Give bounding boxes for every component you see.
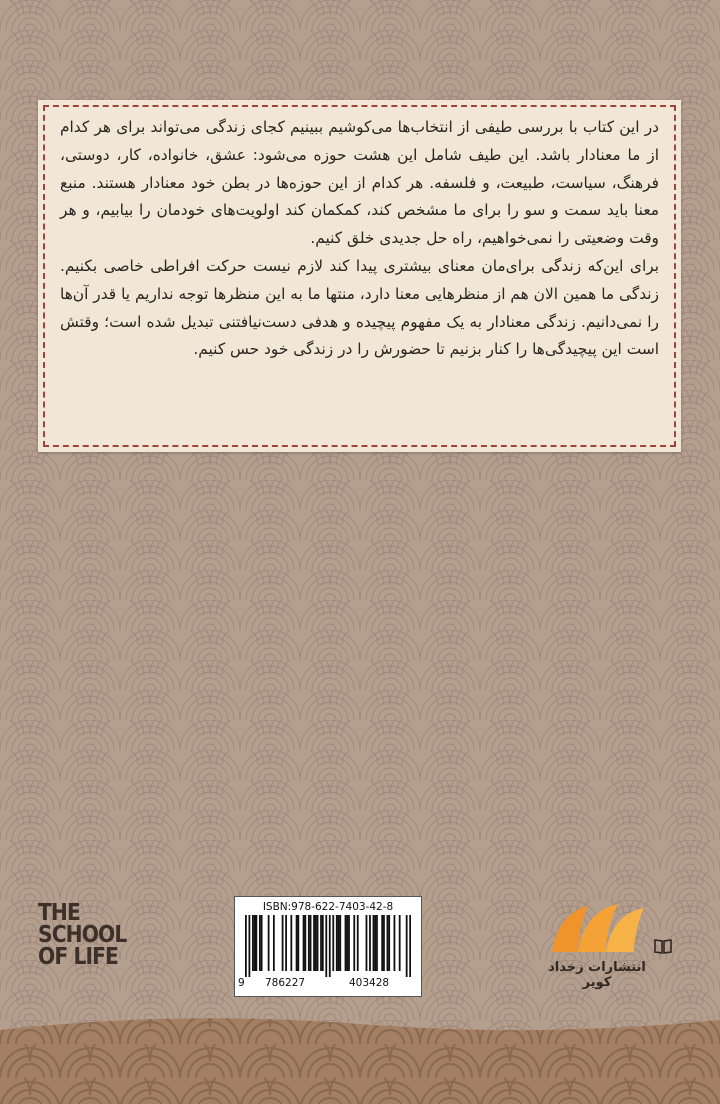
barcode-bar [353,915,355,971]
barcode-bar [273,915,275,971]
barcode-bar [310,915,312,971]
barcode-bar [338,915,340,971]
barcode-bar [317,915,319,971]
barcode-bar [254,915,256,971]
barcode-bars [245,915,411,977]
barcode-bar [346,915,348,971]
barcode-bar [336,915,338,971]
barcode-bar [297,915,299,971]
barcode-bar [290,915,292,971]
barcode-bar [357,915,359,971]
barcode-bar [296,915,298,971]
barcode-bar [374,915,376,971]
barcode-bar [282,915,284,971]
barcode-bar [332,915,334,971]
barcode-bar [329,915,331,977]
barcode-bar [381,915,383,971]
isbn-barcode [234,896,422,997]
barcode-bar [406,915,408,977]
barcode-bar [285,915,287,971]
barcode-bar [339,915,341,971]
barcode-bar [399,915,401,971]
publisher-name: انتشارات زخداد کویر [548,960,646,990]
barcode-bar [245,915,247,977]
barcode-bar [394,915,396,971]
barcode-bar [268,915,270,971]
logo-line: THE [38,900,80,926]
barcode-bar [315,915,317,971]
barcode-bar [313,915,315,971]
description-text [60,114,659,364]
barcode-bar [261,915,263,971]
logo-line: OF LIFE [38,944,119,970]
school-of-life-logo [38,902,126,968]
barcode-digits-right: 403428 [349,977,390,989]
description-paragraph: برای این‌که زندگی برای‌مان معنای بیشتری پیدا کند لازم نیست حرکت افراطی خاصی بکنیم. زندگی ما همین الان هم از منظرهایی معنا دارد، منتها ما به این منظرها توجه نداریم یا قدر آن‌ها را نمی‌دانیم. زندگی معنادار به یک مفهوم پیچیده و هدفی دست‌نیافتنی تبدیل شده است؛ وقتش است این پیچیدگی‌ها را کنار بزنیم تا حضورش را در زندگی خود حس کنیم. [60,256,659,359]
description-panel [38,100,681,452]
barcode-bar [255,915,257,971]
barcode-bar [369,915,371,971]
barcode-bar [388,915,390,971]
barcode-bar [348,915,350,971]
barcode-bar [387,915,389,971]
barcode-bar [322,915,324,971]
barcode-bar [409,915,411,977]
isbn-label: ISBN:978-622-7403-42-8 [262,901,394,913]
book-icon [654,938,672,954]
barcode-bar [259,915,261,971]
barcode-bar [345,915,347,971]
barcode-bar [252,915,254,971]
barcode-digits-left: 786227 [265,977,306,989]
barcode-bar [320,915,322,971]
barcode-digit-first: 9 [238,977,245,989]
barcode-bar [304,915,306,971]
bottom-wave-band [0,1010,720,1104]
barcode-bar [325,915,327,977]
description-paragraph: در این کتاب با بررسی طیفی از انتخاب‌ها می‌کوشیم ببینیم کجای زندگی می‌تواند برای هر کدام از ما معنادار باشد. این طیف شامل این هشت حوزه می‌شود: عشق، خانواده، کار، دوستی، فرهنگ، سیاست، طبیعت، و فلسفه. هر کدام از این حوزه‌ها در بطن خود معنادار هستند. منبع معنا باید سمت و سو را برای ما مشخص کند، کمکمان کند اولویت‌های خودمان را بیابیم، و هر وقت وضعیتی را نمی‌خواهیم، راه حل جدیدی خلق کنیم. [60,118,659,248]
barcode-bar [373,915,375,971]
barcode-bar [366,915,368,971]
barcode-bar [303,915,305,971]
barcode-bar [376,915,378,971]
orange-shapes-logo-icon [548,896,648,956]
barcode-bar [308,915,310,971]
barcode-bar [248,915,250,977]
logo-line: SCHOOL [38,922,127,948]
barcode-bar [383,915,385,971]
